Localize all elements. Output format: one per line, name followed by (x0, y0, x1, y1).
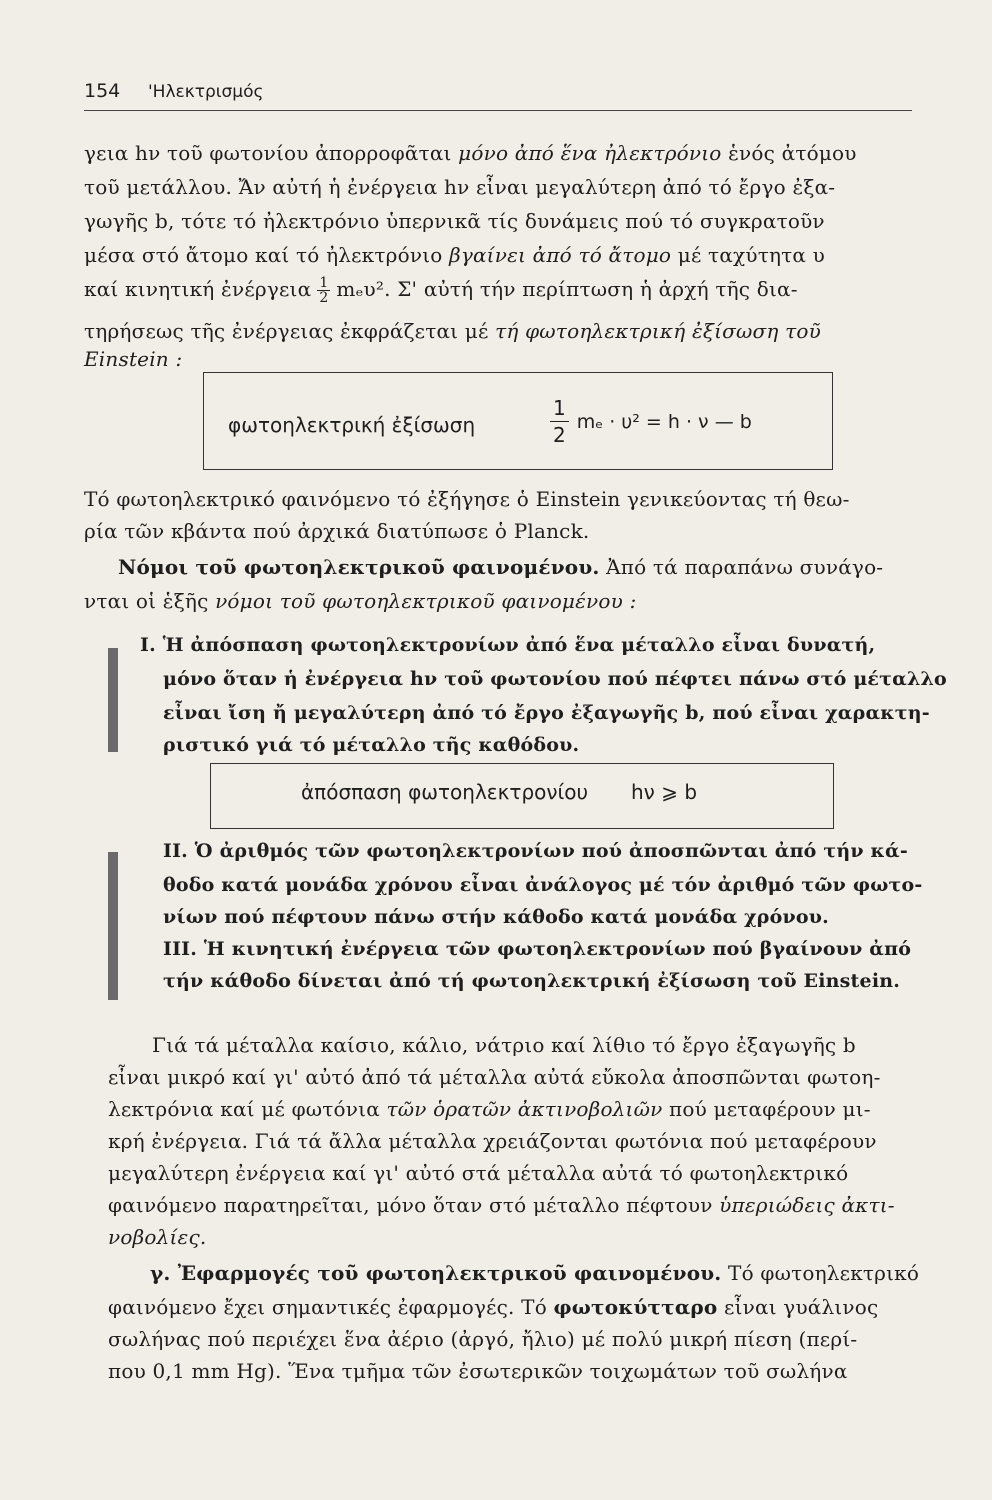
law-line: μόνο ὅταν ἡ ἐνέργεια hν τοῦ φωτονίου πού πέφτει πάνω στό μέταλλο (163, 668, 947, 690)
text-line: νοβολίες. (108, 1225, 207, 1249)
text-line: νται οἱ ἑξῆς νόμοι τοῦ φωτοηλεκτρικοῦ φαινομένου : (84, 589, 637, 613)
page-header (84, 76, 912, 112)
law-line: III. Ἡ κινητική ἐνέργεια τῶν φωτοηλεκτρονίων πού βγαίνουν ἀπό (163, 938, 912, 960)
text-line: Νόμοι τοῦ φωτοηλεκτρικοῦ φαινομένου. Ἀπό τά παραπάνω συνάγο- (118, 555, 884, 579)
law-line: II. Ὁ ἀριθμός τῶν φωτοηλεκτρονίων πού ἀποσπῶνται ἀπό τήν κά- (163, 840, 908, 862)
text-line: καί κινητική ἐνέργεια $\frac{1}{2}$ mₑυ². Σ' αὐτή τήν περίπτωση ἡ ἀρχή τῆς δια- (84, 275, 798, 306)
text-line: γωγῆς b, τότε τό ἠλεκτρόνιο ὑπερνικᾶ τίς δυνάμεις πού τό συγκρατοῦν (84, 209, 825, 233)
photoelectric-equation: 1 2 mₑ · υ² = h · ν — b (550, 395, 752, 448)
law-line: νίων πού πέφτουν πάνω στήν κάθοδο κατά μονάδα χρόνου. (163, 906, 829, 928)
text-line: τοῦ μετάλλου. Ἄν αὐτή ἡ ἐνέργεια hν εἶναι μεγαλύτερη ἀπό τό ἔργο ἐξα- (84, 175, 836, 199)
law-line: τήν κάθοδο δίνεται ἀπό τή φωτοηλεκτρική ἐξίσωση τοῦ Einstein. (163, 970, 901, 992)
sidebar-marker (108, 648, 118, 752)
fraction: $\frac{1}{2}$ (319, 275, 329, 306)
text-line: γ. Ἐφαρμογές τοῦ φωτοηλεκτρικοῦ φαινομένου. Τό φωτοηλεκτρικό (150, 1261, 920, 1285)
equation-label: φωτοηλεκτρική ἐξίσωση (228, 413, 476, 437)
section-heading: γ. Ἐφαρμογές τοῦ φωτοηλεκτρικοῦ φαινομένου. (150, 1261, 722, 1285)
text-line: που 0,1 mm Hg). Ἕνα τμῆμα τῶν ἐσωτερικῶν τοιχωμάτων τοῦ σωλήνα (108, 1359, 848, 1383)
text-line: φαινόμενο ἔχει σημαντικές ἐφαρμογές. Τό φωτοκύτταρο εἶναι γυάλινος (108, 1295, 879, 1319)
text-line: σωλήνας πού περιέχει ἕνα ἀέριο (ἀργό, ἤλιο) μέ πολύ μικρή πίεση (περί- (108, 1327, 858, 1351)
sidebar-marker (108, 852, 118, 1000)
law-line: εἶναι ἴση ἤ μεγαλύτερη ἀπό τό ἔργο ἐξαγωγῆς b, πού εἶναι χαρακτη- (163, 702, 930, 724)
photoelectric-equation-box (203, 372, 833, 470)
condition-inequality: hν ⩾ b (631, 780, 698, 804)
text-line: λεκτρόνια καί μέ φωτόνια τῶν ὁρατῶν ἀκτινοβολιῶν πού μεταφέρουν μι- (108, 1097, 871, 1121)
fraction: 1 2 (550, 395, 569, 448)
text-line: φαινόμενο παρατηρεῖται, μόνο ὅταν στό μέταλλο πέφτουν ὑπεριώδεις ἀκτι- (108, 1193, 895, 1217)
text-line: ρία τῶν κβάντα πού ἀρχικά διατύπωσε ὁ Planck. (84, 519, 590, 543)
law-line: θοδο κατά μονάδα χρόνου εἶναι ἀνάλογος μέ τόν ἀριθμό τῶν φωτο- (163, 874, 923, 896)
condition-label: ἀπόσπαση φωτοηλεκτρονίου (301, 780, 589, 804)
page-number: 154 (84, 80, 121, 102)
text-line: Τό φωτοηλεκτρικό φαινόμενο τό ἐξήγησε ὁ Einstein γενικεύοντας τή θεω- (84, 487, 850, 511)
text-line: γεια hν τοῦ φωτονίου ἀπορροφᾶται μόνο ἀπό ἕνα ἠλεκτρόνιο ἑνός ἀτόμου (84, 141, 857, 165)
text-line: τηρήσεως τῆς ἐνέργειας ἐκφράζεται μέ τή φωτοηλεκτρική ἐξίσωση τοῦ (84, 319, 821, 343)
text-line: κρή ἐνέργεια. Γιά τά ἄλλα μέταλλα χρειάζονται φωτόνια πού μεταφέρουν (108, 1129, 877, 1153)
text-line: Γιά τά μέταλλα καίσιο, κάλιο, νάτριο καί λίθιο τό ἔργο ἐξαγωγῆς b (152, 1033, 856, 1057)
text-line: Einstein : (84, 347, 183, 371)
header-rule (84, 110, 912, 111)
law-line: I. Ἡ ἀπόσπαση φωτοηλεκτρονίων ἀπό ἕνα μέταλλο εἶναι δυνατή, (140, 634, 876, 656)
text-line: μεγαλύτερη ἐνέργεια καί γι' αὐτό στά μέταλλα αὐτά τό φωτοηλεκτρικό (108, 1161, 849, 1185)
running-title: 'Ηλεκτρισμός (148, 82, 264, 102)
extraction-condition-box (210, 763, 834, 829)
law-line: ριστικό γιά τό μέταλλο τῆς καθόδου. (163, 734, 580, 756)
text-line: εἶναι μικρό καί γι' αὐτό ἀπό τά μέταλλα αὐτά εὔκολα ἀποσπῶνται φωτοη- (108, 1065, 881, 1089)
section-heading: Νόμοι τοῦ φωτοηλεκτρικοῦ φαινομένου. (118, 555, 600, 579)
text-line: μέσα στό ἄτομο καί τό ἠλεκτρόνιο βγαίνει ἀπό τό ἄτομο μέ ταχύτητα υ (84, 243, 826, 267)
